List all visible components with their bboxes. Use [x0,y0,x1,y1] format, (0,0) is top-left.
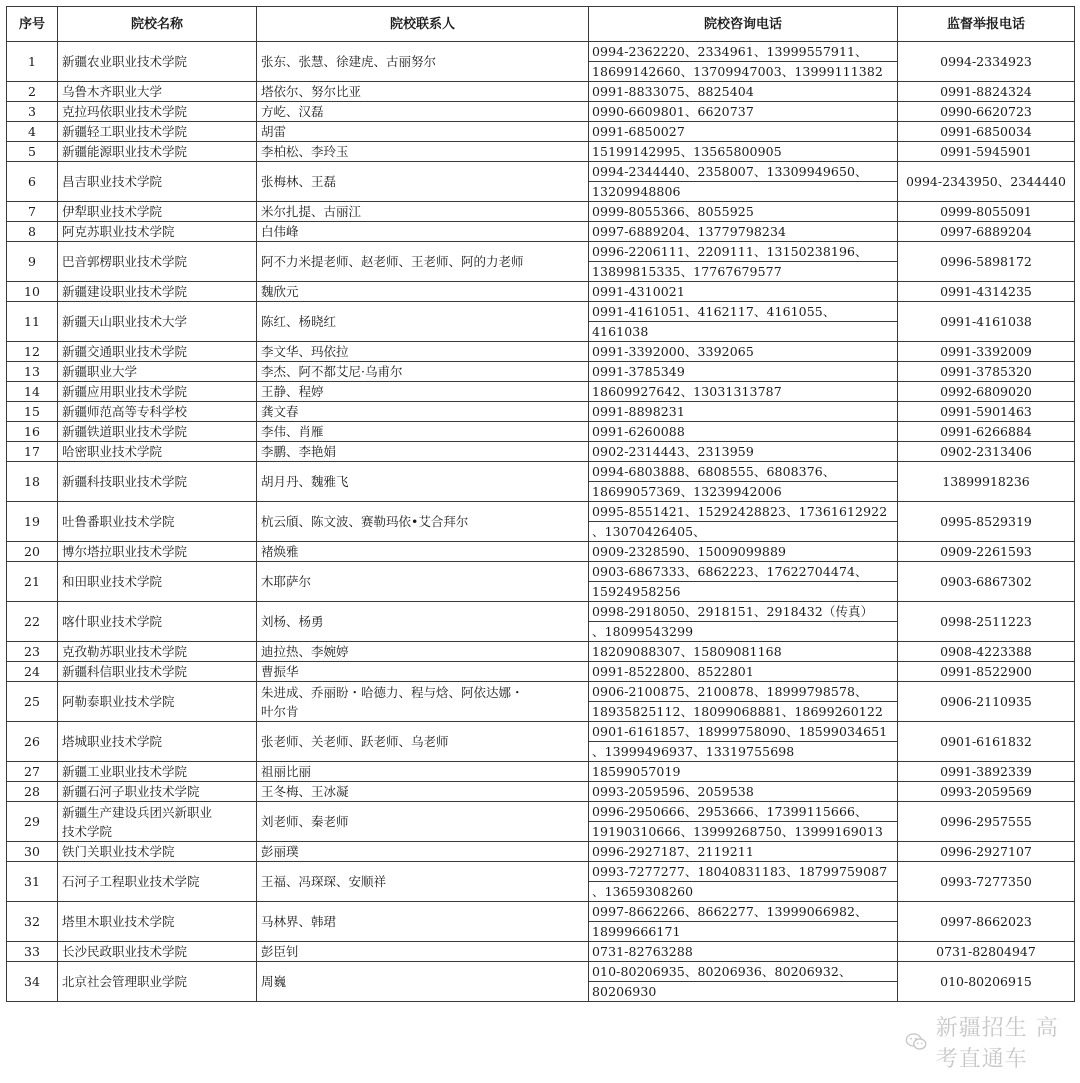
contact-person-cell: 龚文春 [257,402,589,422]
report-phone-cell: 0992-6809020 [898,382,1075,402]
report-phone-cell: 0909-2261593 [898,542,1075,562]
college-name-cell: 塔城职业技术学院 [58,722,257,762]
table-row [7,162,1075,202]
row-index-cell: 2 [7,82,58,102]
consult-phone-cell: 0996-2206111、2209111、13150238196、 13899815335、17767679577 [589,242,898,282]
college-name-cell: 石河子工程职业技术学院 [58,862,257,902]
row-index-cell: 6 [7,162,58,202]
college-name-cell: 吐鲁番职业技术学院 [58,502,257,542]
report-phone-cell: 0998-2511223 [898,602,1075,642]
contact-person-cell: 阿不力米提老师、赵老师、王老师、阿的力老师 [257,242,589,282]
college-name-cell: 巴音郭楞职业技术学院 [58,242,257,282]
table-row [7,782,1075,802]
college-name-cell: 昌吉职业技术学院 [58,162,257,202]
row-index-cell: 24 [7,662,58,682]
table-row [7,242,1075,282]
contact-person-cell: 褚焕雅 [257,542,589,562]
consult-phone-cell: 0996-2927187、2119211 [589,842,898,862]
row-index-cell: 5 [7,142,58,162]
row-index-cell: 21 [7,562,58,602]
report-phone-cell: 0991-5945901 [898,142,1075,162]
row-index-cell: 11 [7,302,58,342]
college-contact-table [6,6,1075,1002]
row-index-cell: 1 [7,42,58,82]
contact-person-cell: 魏欣元 [257,282,589,302]
report-phone-cell: 0908-4223388 [898,642,1075,662]
college-name-cell: 阿克苏职业技术学院 [58,222,257,242]
consult-phone-cell: 0991-6260088 [589,422,898,442]
college-name-cell: 克拉玛依职业技术学院 [58,102,257,122]
report-phone-cell: 0996-2927107 [898,842,1075,862]
consult-phone-cell: 18599057019 [589,762,898,782]
report-phone-cell: 0990-6620723 [898,102,1075,122]
table-row [7,562,1075,602]
table-row [7,502,1075,542]
table-row [7,402,1075,422]
contact-person-cell: 李柏松、李玲玉 [257,142,589,162]
report-phone-cell: 0994-2343950、2344440 [898,162,1075,202]
row-index-cell: 3 [7,102,58,122]
row-index-cell: 7 [7,202,58,222]
report-phone-cell: 0903-6867302 [898,562,1075,602]
consult-phone-cell: 0991-4310021 [589,282,898,302]
row-index-cell: 18 [7,462,58,502]
row-index-cell: 20 [7,542,58,562]
consult-phone-cell: 0995-8551421、15292428823、17361612922 、13070426405、 [589,502,898,542]
contact-person-cell: 李鹏、李艳娟 [257,442,589,462]
consult-phone-cell: 0999-8055366、8055925 [589,202,898,222]
contact-person-cell: 胡雷 [257,122,589,142]
consult-phone-cell: 0994-2362220、2334961、13999557911、 18699142660、13709947003、13999111382 [589,42,898,82]
table-row [7,82,1075,102]
row-index-cell: 34 [7,962,58,1002]
report-phone-cell: 0901-6161832 [898,722,1075,762]
table-row [7,362,1075,382]
table-row [7,382,1075,402]
college-name-cell: 新疆科信职业技术学院 [58,662,257,682]
consult-phone-cell: 15199142995、13565800905 [589,142,898,162]
report-phone-cell: 0991-3785320 [898,362,1075,382]
consult-phone-cell: 0903-6867333、6862223、17622704474、 15924958256 [589,562,898,602]
college-name-cell: 新疆铁道职业技术学院 [58,422,257,442]
college-name-cell: 新疆天山职业技术大学 [58,302,257,342]
contact-person-cell: 彭丽璞 [257,842,589,862]
college-name-cell: 新疆生产建设兵团兴新职业 技术学院 [58,802,257,842]
contact-person-cell: 李杰、阿不都艾尼·乌甫尔 [257,362,589,382]
college-name-cell: 长沙民政职业技术学院 [58,942,257,962]
table-row [7,102,1075,122]
report-phone-cell: 0995-8529319 [898,502,1075,542]
contact-person-cell: 王静、程婷 [257,382,589,402]
row-index-cell: 16 [7,422,58,442]
report-phone-cell: 0993-2059569 [898,782,1075,802]
contact-table-document [6,6,1074,1002]
contact-person-cell: 迪拉热、李婉婷 [257,642,589,662]
college-name-cell: 新疆建设职业技术学院 [58,282,257,302]
row-index-cell: 26 [7,722,58,762]
table-row [7,442,1075,462]
table-row [7,942,1075,962]
college-name-cell: 新疆轻工职业技术学院 [58,122,257,142]
contact-person-cell: 周巍 [257,962,589,1002]
consult-phone-cell: 18609927642、13031313787 [589,382,898,402]
contact-person-cell: 马林界、韩珺 [257,902,589,942]
college-name-cell: 新疆应用职业技术学院 [58,382,257,402]
row-index-cell: 25 [7,682,58,722]
contact-person-cell: 刘杨、杨勇 [257,602,589,642]
contact-person-cell: 张梅林、王磊 [257,162,589,202]
table-row [7,762,1075,782]
consult-phone-cell: 0994-6803888、6808555、6808376、 18699057369、13239942006 [589,462,898,502]
table-row [7,462,1075,502]
table-row [7,722,1075,762]
header-contact-person: 院校联系人 [257,7,589,42]
college-name-cell: 阿勒泰职业技术学院 [58,682,257,722]
row-index-cell: 30 [7,842,58,862]
contact-person-cell: 李伟、肖雁 [257,422,589,442]
table-row [7,422,1075,442]
contact-person-cell: 杭云頎、陈文波、赛勒玛依•艾合拜尔 [257,502,589,542]
row-index-cell: 8 [7,222,58,242]
report-phone-cell: 0991-3392009 [898,342,1075,362]
college-name-cell: 新疆石河子职业技术学院 [58,782,257,802]
table-row [7,342,1075,362]
row-index-cell: 22 [7,602,58,642]
college-name-cell: 哈密职业技术学院 [58,442,257,462]
watermark-text: 新疆招生 高考直通车 [935,1016,1059,1072]
row-index-cell: 27 [7,762,58,782]
contact-person-cell: 王福、冯琛琛、安顺祥 [257,862,589,902]
report-phone-cell: 0991-5901463 [898,402,1075,422]
table-row [7,642,1075,662]
row-index-cell: 12 [7,342,58,362]
header-index: 序号 [7,7,58,42]
consult-phone-cell: 0906-2100875、2100878、18999798578、 18935825112、18099068881、18699260122 [589,682,898,722]
row-index-cell: 13 [7,362,58,382]
report-phone-cell: 0991-4314235 [898,282,1075,302]
college-name-cell: 新疆能源职业技术学院 [58,142,257,162]
consult-phone-cell: 0902-2314443、2313959 [589,442,898,462]
report-phone-cell: 0993-7277350 [898,862,1075,902]
watermark [905,1016,1080,1072]
row-index-cell: 28 [7,782,58,802]
report-phone-cell: 0994-2334923 [898,42,1075,82]
college-name-cell: 新疆工业职业技术学院 [58,762,257,782]
consult-phone-cell: 0731-82763288 [589,942,898,962]
contact-person-cell: 王冬梅、王冰凝 [257,782,589,802]
table-row [7,902,1075,942]
contact-person-cell: 胡月丹、魏雅飞 [257,462,589,502]
report-phone-cell: 0999-8055091 [898,202,1075,222]
header-college-name: 院校名称 [58,7,257,42]
contact-person-cell: 彭臣钊 [257,942,589,962]
college-name-cell: 新疆师范高等专科学校 [58,402,257,422]
consult-phone-cell: 0996-2950666、2953666、17399115666、 19190310666、13999268750、13999169013 [589,802,898,842]
report-phone-cell: 0997-6889204 [898,222,1075,242]
row-index-cell: 14 [7,382,58,402]
row-index-cell: 10 [7,282,58,302]
table-row [7,222,1075,242]
wechat-icon [905,1027,928,1057]
report-phone-cell: 0991-4161038 [898,302,1075,342]
college-name-cell: 新疆农业职业技术学院 [58,42,257,82]
contact-person-cell: 木耶萨尔 [257,562,589,602]
report-phone-cell: 010-80206915 [898,962,1075,1002]
report-phone-cell: 0991-8824324 [898,82,1075,102]
table-row [7,962,1075,1002]
row-index-cell: 29 [7,802,58,842]
report-phone-cell: 0991-6850034 [898,122,1075,142]
college-name-cell: 乌鲁木齐职业大学 [58,82,257,102]
consult-phone-cell: 0993-2059596、2059538 [589,782,898,802]
contact-person-cell: 张东、张慧、徐建虎、古丽努尔 [257,42,589,82]
college-name-cell: 铁门关职业技术学院 [58,842,257,862]
table-row [7,602,1075,642]
college-name-cell: 伊犁职业技术学院 [58,202,257,222]
row-index-cell: 17 [7,442,58,462]
contact-person-cell: 张老师、关老师、跃老师、乌老师 [257,722,589,762]
table-row [7,282,1075,302]
table-row [7,42,1075,82]
report-phone-cell: 0906-2110935 [898,682,1075,722]
row-index-cell: 23 [7,642,58,662]
table-body [7,42,1075,1002]
contact-person-cell: 塔依尔、努尔比亚 [257,82,589,102]
contact-person-cell: 李文华、玛依拉 [257,342,589,362]
contact-person-cell: 白伟峰 [257,222,589,242]
college-name-cell: 和田职业技术学院 [58,562,257,602]
college-name-cell: 新疆科技职业技术学院 [58,462,257,502]
consult-phone-cell: 0991-6850027 [589,122,898,142]
row-index-cell: 4 [7,122,58,142]
report-phone-cell: 0991-6266884 [898,422,1075,442]
report-phone-cell: 0996-2957555 [898,802,1075,842]
header-report-phone: 监督举报电话 [898,7,1075,42]
contact-person-cell: 米尔扎提、古丽江 [257,202,589,222]
consult-phone-cell: 0991-4161051、4162117、4161055、 4161038 [589,302,898,342]
report-phone-cell: 0991-3892339 [898,762,1075,782]
contact-person-cell: 朱进成、乔丽盼・哈德力、程与焓、阿依达娜・ 叶尔肯 [257,682,589,722]
table-row [7,302,1075,342]
consult-phone-cell: 0909-2328590、15009099889 [589,542,898,562]
row-index-cell: 19 [7,502,58,542]
row-index-cell: 15 [7,402,58,422]
row-index-cell: 9 [7,242,58,282]
row-index-cell: 31 [7,862,58,902]
report-phone-cell: 0997-8662023 [898,902,1075,942]
row-index-cell: 33 [7,942,58,962]
college-name-cell: 北京社会管理职业学院 [58,962,257,1002]
report-phone-cell: 0991-8522900 [898,662,1075,682]
consult-phone-cell: 0991-3785349 [589,362,898,382]
table-row [7,802,1075,842]
consult-phone-cell: 0994-2344440、2358007、13309949650、 13209948806 [589,162,898,202]
consult-phone-cell: 0991-8898231 [589,402,898,422]
contact-person-cell: 陈红、杨晓红 [257,302,589,342]
college-name-cell: 博尔塔拉职业技术学院 [58,542,257,562]
report-phone-cell: 0731-82804947 [898,942,1075,962]
consult-phone-cell: 0901-6161857、18999758090、18599034651 、13999496937、13319755698 [589,722,898,762]
table-row [7,542,1075,562]
college-name-cell: 克孜勒苏职业技术学院 [58,642,257,662]
consult-phone-cell: 0991-8522800、8522801 [589,662,898,682]
consult-phone-cell: 0991-3392000、3392065 [589,342,898,362]
report-phone-cell: 13899918236 [898,462,1075,502]
consult-phone-cell: 0997-8662266、8662277、13999066982、 18999666171 [589,902,898,942]
table-row [7,662,1075,682]
table-row [7,202,1075,222]
college-name-cell: 新疆职业大学 [58,362,257,382]
consult-phone-cell: 0997-6889204、13779798234 [589,222,898,242]
report-phone-cell: 0902-2313406 [898,442,1075,462]
contact-person-cell: 祖丽比丽 [257,762,589,782]
contact-person-cell: 方屹、汉磊 [257,102,589,122]
consult-phone-cell: 0993-7277277、18040831183、18799759087 、13659308260 [589,862,898,902]
table-row [7,842,1075,862]
table-row [7,122,1075,142]
report-phone-cell: 0996-5898172 [898,242,1075,282]
college-name-cell: 喀什职业技术学院 [58,602,257,642]
consult-phone-cell: 0991-8833075、8825404 [589,82,898,102]
table-row [7,682,1075,722]
consult-phone-cell: 0990-6609801、6620737 [589,102,898,122]
consult-phone-cell: 010-80206935、80206936、80206932、 80206930 [589,962,898,1002]
table-header-row [7,7,1075,42]
table-row [7,142,1075,162]
contact-person-cell: 曹振华 [257,662,589,682]
consult-phone-cell: 0998-2918050、2918151、2918432（传真） 、18099543299 [589,602,898,642]
row-index-cell: 32 [7,902,58,942]
college-name-cell: 新疆交通职业技术学院 [58,342,257,362]
table-row [7,862,1075,902]
consult-phone-cell: 18209088307、15809081168 [589,642,898,662]
contact-person-cell: 刘老师、秦老师 [257,802,589,842]
header-consult-phone: 院校咨询电话 [589,7,898,42]
college-name-cell: 塔里木职业技术学院 [58,902,257,942]
